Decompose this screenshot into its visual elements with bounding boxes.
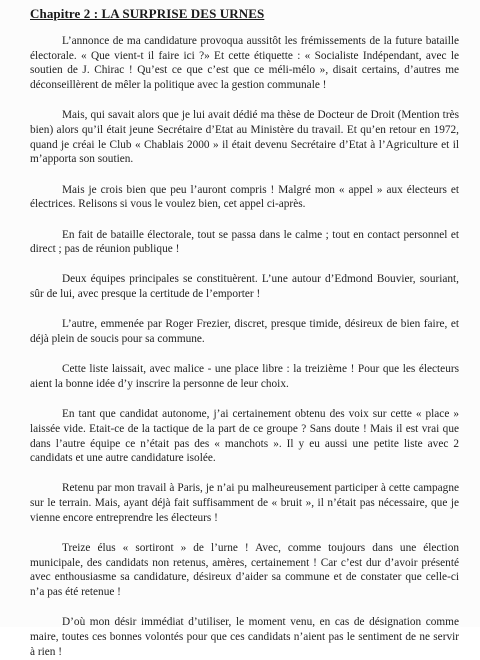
paragraph: En fait de bataille électorale, tout se passa dans le calme ; tout en contact personnel et direct ; pas de réunion publique ! xyxy=(30,228,459,256)
paragraph: Cette liste laissait, avec malice - une place libre : la treizième ! Pour que les électeurs aient la bonne idée d’y inscrire la personne de leur choix. xyxy=(30,363,459,390)
paragraph: En tant que candidat autonome, j’ai certainement obtenu des voix sur cette « place » laissée vide. Etait-ce de la tactique de la part de ce groupe ? Sans doute ! Mais il est vrai que dans l’autre équipe ce n’était pas des « manchots ». Il y eu aussi une petite liste avec 2 candidats et une autre candidature isolée. xyxy=(30,408,459,465)
paragraph: Deux équipes principales se constituèrent. L’une autour d’Edmond Bouvier, souriant, sûr de lui, avec presque la certitude de l’emporter ! xyxy=(30,273,459,301)
paragraph: Mais je crois bien que peu l’auront compris ! Malgré mon « appel » aux électeurs et électrices. Relisons si vous le voulez bien, cet appel ci-après. xyxy=(30,183,459,211)
paragraph: Mais, qui savait alors que je lui avait dédié ma thèse de Docteur de Droit (Mention très bien) alors qu’il était jeune Secrétaire d’Etat au Ministère du travail. Et qu’en retour en 1972, quand je créai le Club « Chablais 2000 » il était devenu Secrétaire d’Etat à l’Agriculture et il m’apporta son soutien. xyxy=(30,109,459,166)
paragraph: L’annonce de ma candidature provoqua aussitôt les frémissements de la future bataille électorale. « Que vient-t il faire ici ?» Et cette étiquette : « Socialiste Indépendant, avec le soutien de J. Chirac ! Qu’est ce que c’est que ce méli-mélo », disait certains, d’autres me déconseillèrent de mêler la politique avec la gestion communale ! xyxy=(30,35,459,92)
paragraph: Retenu par mon travail à Paris, je n’ai pu malheureusement participer à cette campagne sur le terrain. Mais, ayant déjà fait suffisamment de « bruit », il n’était pas nécessaire, que je vienne encore entreprendre les électeurs ! xyxy=(30,482,459,524)
document-body xyxy=(30,34,459,660)
chapter-title: Chapitre 2 : LA SURPRISE DES URNES xyxy=(30,6,265,21)
paragraph: L’autre, emmenée par Roger Frezier, discret, presque timide, désireux de bien faire, et déjà plein de soucis pour sa commune. xyxy=(30,318,459,346)
paragraph: Treize élus « sortiront » de l’urne ! Avec, comme toujours dans une élection municipale, des candidats non retenus, amères, certainement ! Car c’est dur d’avoir présenté avec enthousiasme sa candidature, désireux d’aider sa commune et de constater que celle-ci n’a pas été retenue ! xyxy=(30,542,459,599)
paragraph: D’où mon désir immédiat d’utiliser, le moment venu, en cas de désignation comme maire, toutes ces bonnes volontés pour que ces candidats n’aient pas le sentiment de ne servir à rien ! xyxy=(30,616,459,658)
